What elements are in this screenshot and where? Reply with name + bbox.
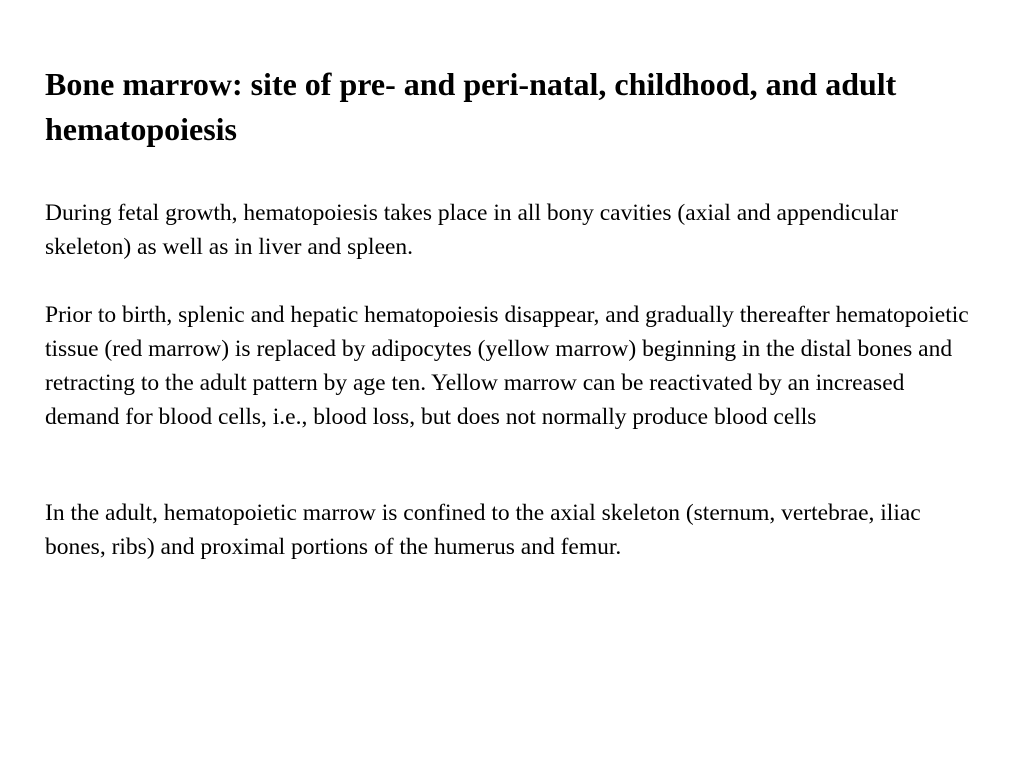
paragraph-adult-marrow: In the adult, hematopoietic marrow is confined to the axial skeleton (sternum, vertebrae, iliac bones, ribs) and proximal portions of the humerus and femur. xyxy=(45,500,921,560)
paragraph-prior-to-birth: Prior to birth, splenic and hepatic hematopoiesis disappear, and gradually thereafter hematopoietic tissue (red marrow) is replaced by adipocytes (yellow marrow) beginning in the distal bones and retracting to the adult pattern by age ten. Yellow marrow can be reactivated by an increased demand for blood cells, i.e., blood loss, but does not normally produce blood cells xyxy=(45,302,969,430)
slide-title: Bone marrow: site of pre- and peri-natal, childhood, and adult hematopoiesis xyxy=(45,66,897,147)
paragraph-fetal-hematopoiesis: During fetal growth, hematopoiesis takes place in all bony cavities (axial and appendicular skeleton) as well as in liver and spleen. xyxy=(45,200,898,260)
